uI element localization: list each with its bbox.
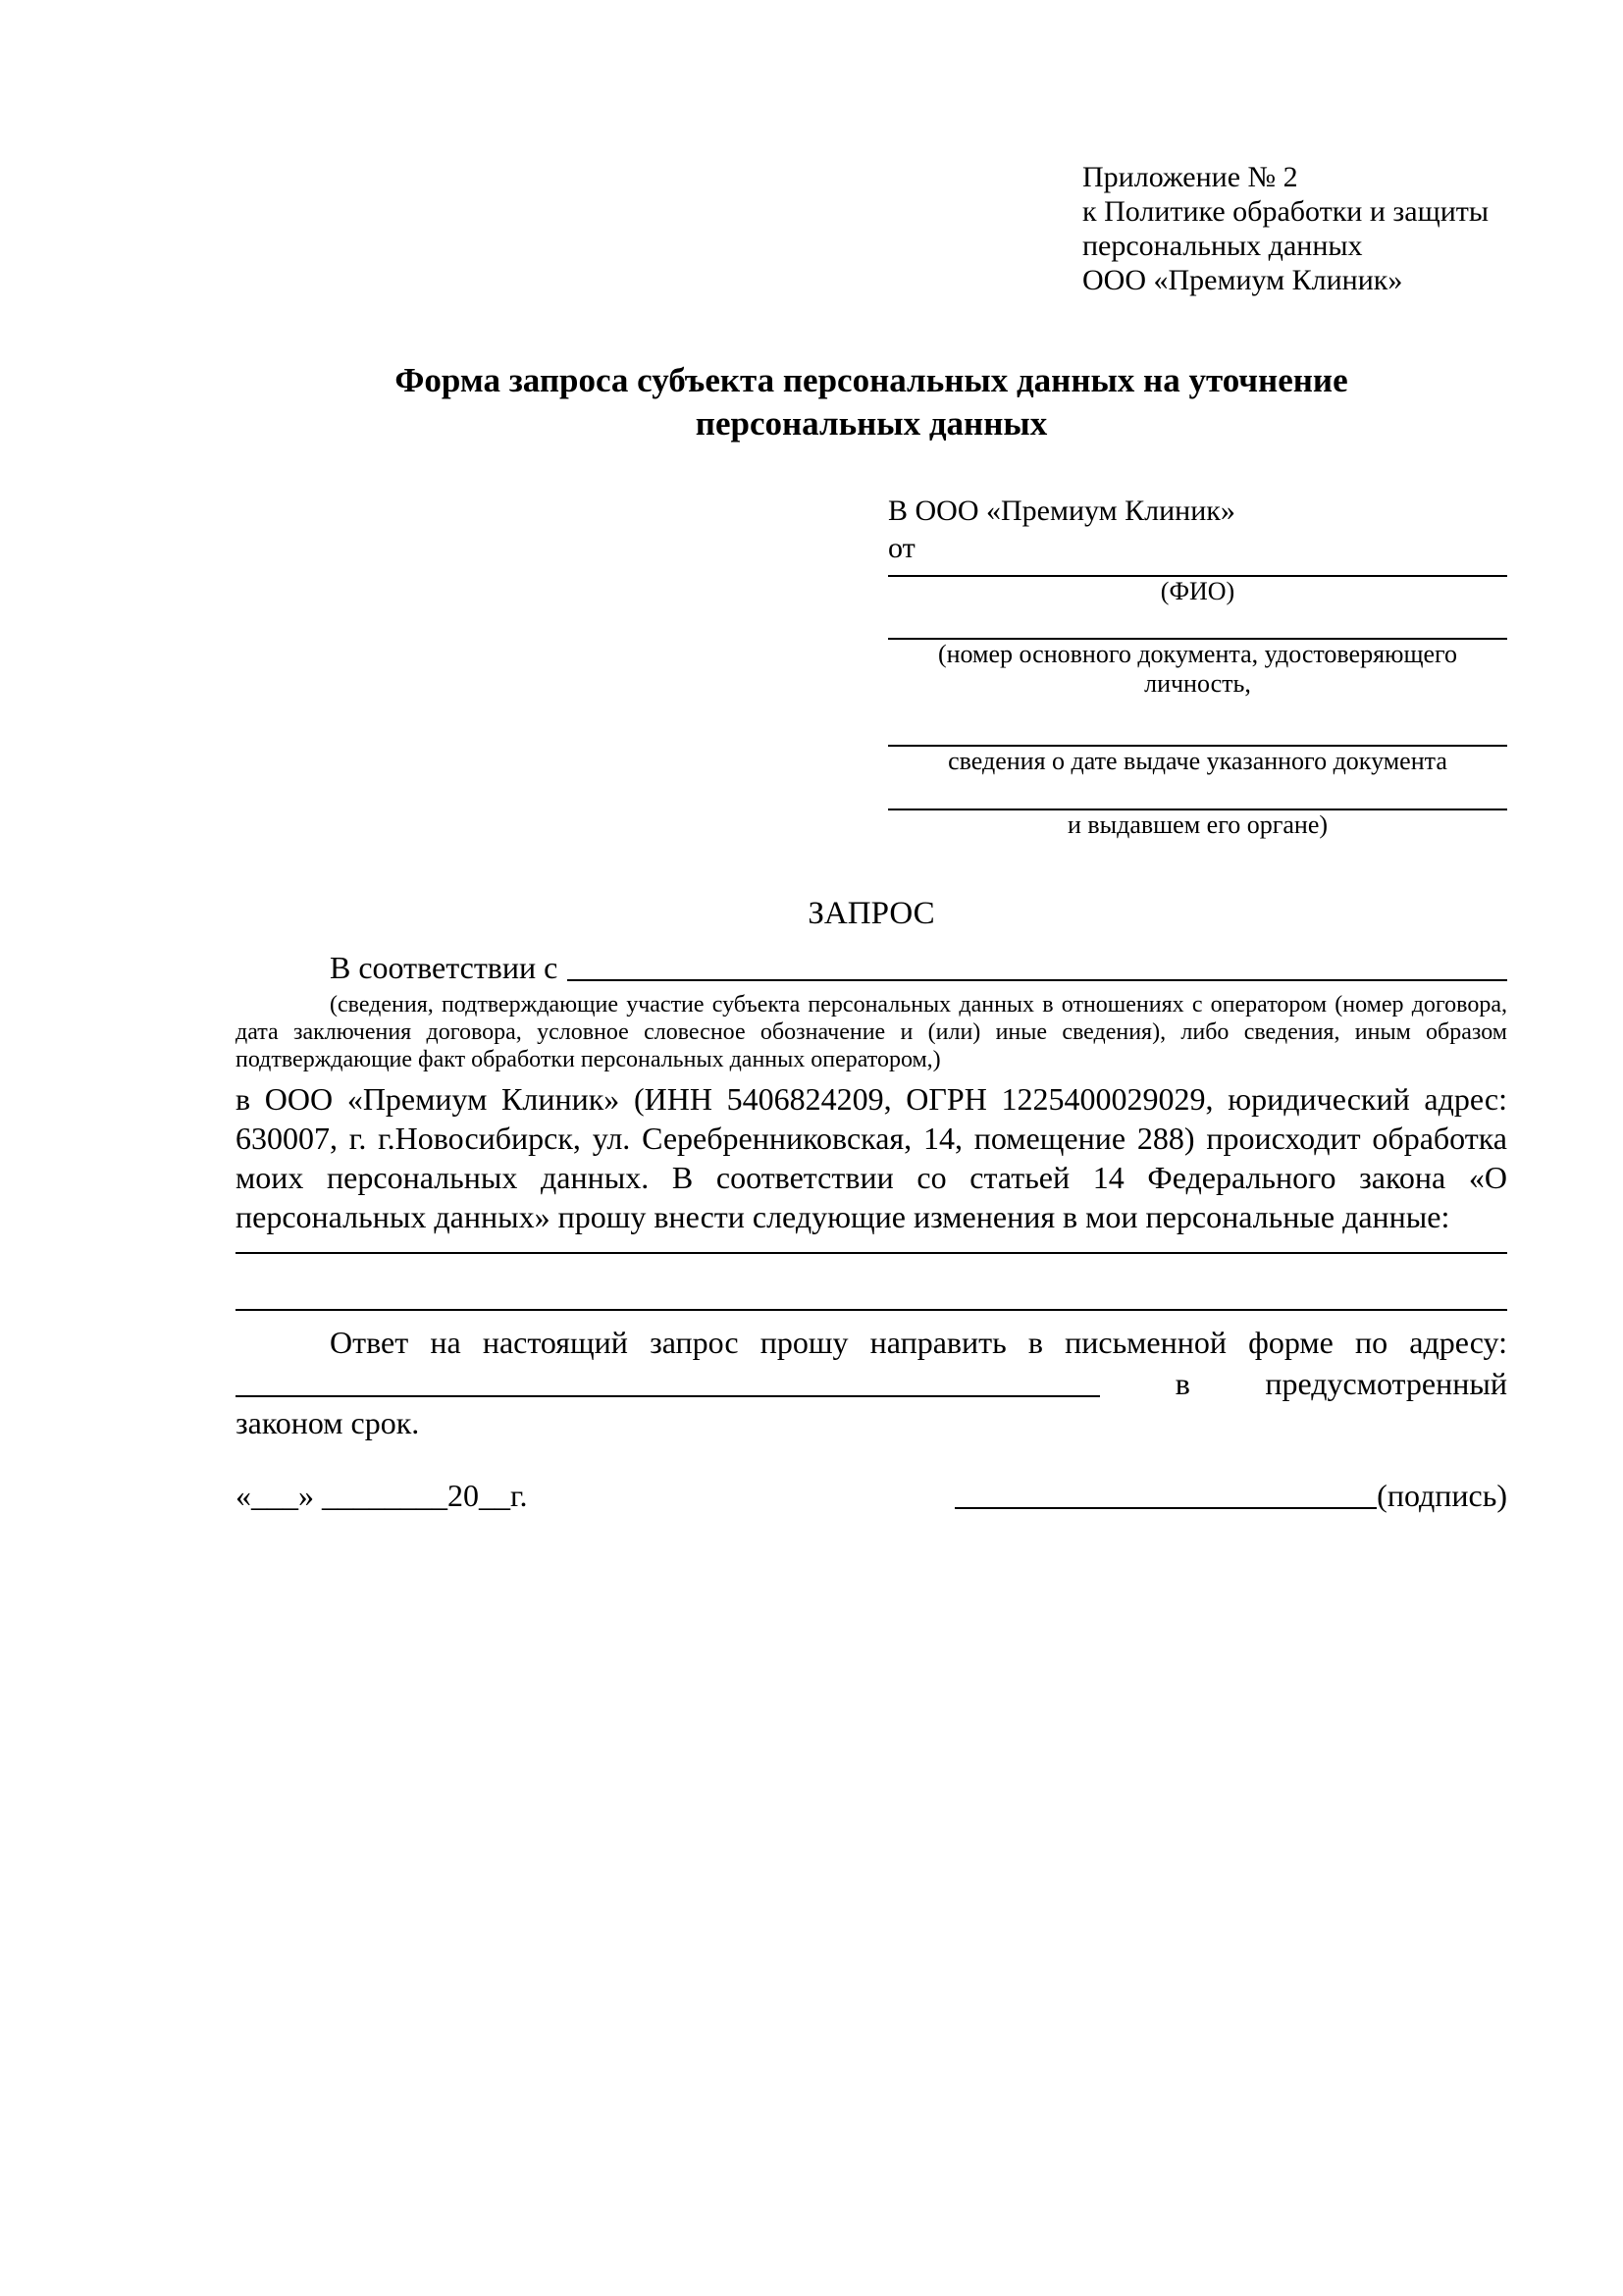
fio-blank-line — [888, 567, 1507, 577]
date-signature-row — [236, 1476, 1507, 1515]
changes-blank-line-1 — [236, 1236, 1507, 1254]
date-blank: «___» ________20__г. — [236, 1478, 528, 1513]
addressee-to: В ООО «Премиум Клиник» — [888, 495, 1235, 527]
document-title: Форма запроса субъекта персональных данных на уточнение персональных данных — [394, 361, 1348, 443]
addressee-block — [888, 493, 1507, 840]
address-blank-line — [236, 1364, 1100, 1397]
intro-row — [236, 948, 1507, 987]
appendix-line: персональных данных — [1082, 230, 1363, 262]
answer-word-predusmotrenny: предусмотренный — [1265, 1366, 1507, 1401]
answer-paragraph: Ответ на настоящий запрос прошу направить в письменной форме по адресу: — [330, 1325, 1507, 1360]
appendix-line: ООО «Премиум Клиник» — [1082, 264, 1403, 296]
changes-blank-line-2 — [236, 1254, 1507, 1311]
appendix-header — [1082, 160, 1507, 297]
document-number-caption: (номер основного документа, удостоверяющего личность, — [937, 640, 1458, 698]
signature-group — [955, 1476, 1507, 1515]
document-number-blank-line — [888, 606, 1507, 640]
body-paragraph: в ООО «Премиум Клиник» (ИНН 5406824209, ОГРН 1225400029029, юридический адрес: 630007, г. г.Новосибирск, ул. Серебренниковская, 14, помещение 288) происходит обработка моих персональных данных. В соответствии со статьей 14 Федерального закона «О персональных данных» прошу внести следующие изменения в мои персональные данные: — [236, 1081, 1507, 1234]
issuing-authority-caption: и выдавшем его органе) — [1067, 810, 1329, 839]
signature-caption: (подпись) — [1377, 1478, 1507, 1513]
issue-date-blank-line — [888, 699, 1507, 747]
signature-blank-line — [955, 1476, 1377, 1509]
issuing-authority-blank-line — [888, 776, 1507, 810]
appendix-line: к Политике обработки и защиты — [1082, 195, 1490, 228]
address-row — [236, 1364, 1507, 1403]
intro-blank-line — [567, 950, 1507, 981]
intro-prefix: В соответствии с — [330, 950, 558, 985]
issue-date-caption: сведения о дате выдаче указанного документа — [948, 747, 1447, 775]
answer-word-v: в — [1175, 1366, 1190, 1401]
addressee-from: от — [888, 532, 916, 564]
closing-line: законом срок. — [236, 1405, 420, 1440]
appendix-line: Приложение № 2 — [1082, 161, 1298, 193]
intro-note: (сведения, подтверждающие участие субъекта персональных данных в отношениях с оператором (номер договора, дата заключения договора, условное словесное обозначение и (или) иные сведения), либо сведения, иным образом подтверждающие факт обработки персональных данных оператором,) — [236, 992, 1507, 1072]
request-heading: ЗАПРОС — [808, 896, 935, 931]
fio-caption: (ФИО) — [1160, 577, 1235, 605]
